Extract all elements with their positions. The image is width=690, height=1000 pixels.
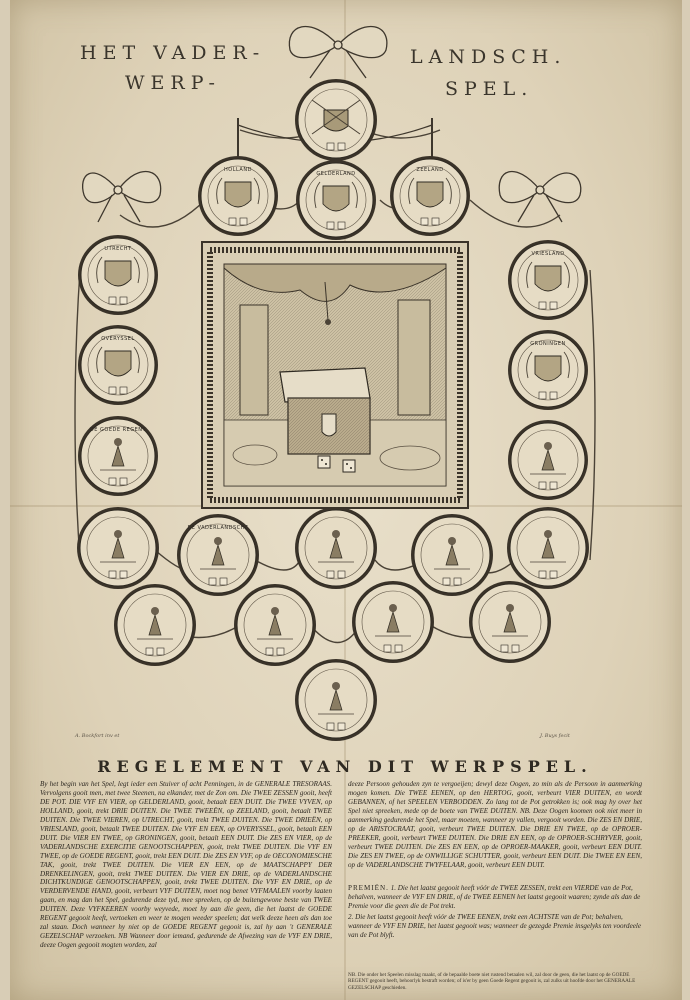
medal-top-arms: [295, 79, 377, 161]
regulation-note: NB. Die onder het Speelen misslag maakt, of de bepaalde boete niet rustend betaalen wil, zal door de geen, die het laatst op de GOEDE REGENT gegooit heeft, behoorlyk bestraft worden; of is'er by geen Goede Regent gegooit is, zal zulks uit hoofde door het GENERAALE GEZELSCHAP geschieden.: [348, 972, 636, 991]
medal-vaderlandsche-exercitie-2: [507, 507, 589, 589]
medal-zeeland: [390, 156, 470, 236]
medal-label-vriesland: VRIESLAND: [531, 251, 565, 257]
medal-militie: [77, 507, 159, 589]
medal-label-utrecht: UTRECHT: [104, 246, 132, 252]
medal-tweede-row-2: [177, 514, 259, 596]
credit-left: A. Bockfort inv et: [75, 733, 120, 739]
premie-1: 1. Die het laatst gegooit heeft vóór de TWEE ZESSEN, trekt een VIERDE van de Pot, behalven, wanneer de VYF EN DRIE, of de TWEE EENEN het laatst gegooit waaren; zynde als dan de Premie voor die geen die de Pot trekt.: [348, 884, 641, 910]
medal-vaderlandsche-exercitie: [508, 420, 588, 500]
medal-label-holland: HOLLAND: [224, 167, 252, 173]
medal-label-goede-regent: DE GOEDE REGENT: [89, 427, 147, 433]
premie-lead: PREMIËN.: [348, 884, 389, 892]
ribbon-bow-top: [289, 26, 387, 78]
medal-utrecht: [78, 235, 158, 315]
medal-gelderland: [296, 160, 376, 240]
medal-groningen: [508, 330, 588, 410]
medal-tweede-row-3: [295, 507, 377, 589]
premie-section: [348, 884, 642, 940]
title-line2-right: SPEL.: [445, 78, 534, 100]
medal-label-tweede-row-2: DE VADERLANDSCHE: [187, 525, 249, 531]
medal-label-groningen: GRONINGEN: [530, 341, 566, 347]
medal-vriesland: [508, 240, 588, 320]
medal-tweede-row-4: [411, 514, 493, 596]
medal-label-gelderland: GELDERLAND: [316, 171, 356, 177]
ribbon-bow-right: [499, 171, 581, 222]
central-picture: [202, 242, 468, 508]
medal-bottom-row-2: [234, 584, 316, 666]
title-line2-left: WERP-: [125, 72, 221, 94]
medal-bottom-row-1: [114, 584, 196, 666]
regulation-column-right: deeze Persoon gehouden zyn te vergoeijen; dewyl deze Oogen, zo min als de Persoon in aanmerking mogen komen. Die TWEE EENEN, op den HERTOG, gooit, verbeurt VIER DUITEN, en wordt GEBANNEN, of het SPEELEN VERBODDEN. Zo lang tot de Pot getrokken is; ook mag hy over het Spel niet spreeken, mede op de boete van TWEE DUITEN. NB. Deze Oogen koomen ook niet meer in aanmerking gedurende het Spel, maar moeten, wanneer zy vallen, vergooit worden. Die ZES EN DRIE, op de ARISTOCRAAT, gooit, verbeurt TWEE DUITEN. Die DRIE EN TWEE, op de OPROER-PREEKER, gooit, verbeurt TWEE DUITEN. Die DRIE EN EEN, op de OPROER-SCHRYVER, gooit, verbeurt TWEE DUITEN. Die ZES EN EEN, op de OPROER-MAAKER, gooit, verbeurt EEN DUIT. Die ZES EN TWEE, op de ONWILLIGE SCHUTTER, gooit, verbeurt EEN DUIT. Die TWEE EN EEN, op de VADERLANDSCHE TWYFELAAR, gooit, verbeurt EEN DUIT.: [348, 780, 642, 869]
medal-overyssel: [78, 325, 158, 405]
premie-2: 2. Die het laatst gegooit heeft vóór de TWEE EENEN, trekt een ACHTSTE van de Pot; behalven, wanneer de VYF EN DRIE, het laatst gegooit was; wanneer de gezegde Premie insgelyks ten voordeele van de Pot blyft.: [348, 912, 642, 939]
medal-bottom-row-4: [469, 581, 551, 663]
regulation-column-left: By het begin van het Spel, legt ieder een Stuiver of acht Penningen, in de GENERALE TRESORAAS. Vervolgens gooit men, met twee Steenen, na elkander, met de Zon om. Die TWEE ZESSEN gooit, heeft DE POT. DIE VYF EN VIER, op GELDERLAND, gooit, betaalt EEN DUIT. Die TWEE VYVEN, op HOLLAND, gooit, trekt DRIE DUITEN. Die TWEE TWEEËN, op ZEELAND, gooit, betaalt TWEE DUITEN. Die TWEE VIEREN, op UTRECHT, gooit, trekt TWEE DUITEN. Die TWEE DRIEËN, op VRIESLAND, gooit, betaalt TWEE DUITEN. Die VYF EN EEN, op OVERYSSEL, gooit, betaalt EEN DUIT. Die VIER EN TWEE, op GRONINGEN, gooit, betaalt EEN DUIT. Die ZES EN VIER, op de VADERLANDSCHE EXERCITIE GENOOTSCHAPPEN, gooit, trekt TWEE DUITEN. Die VYF EN TWEE, op de GOEDE REGENT, gooit, trekt EEN DUIT. Die ZES EN VYF, op de OECONOMIESCHE TAK, gooit, trekt TWEE DUITEN. Die VIER EN EEN, op de MAATSCHAPPY DER DRENKELINGEN, gooit, trekt TWEE DUITEN. Die VIER EN DRIE, op de VADERLANDSCHE DICHTKUNDIGE GENOOTSCHAPPEN, gooit, trekt TWEE DUITEN. Die VYF EN DRIE, op de VERDERVENDE HAND, gooit, verbeurt VYF DUITEN, moet nog benet VYFMAALEN voorby laaten gaan, en mag dan het Spel, gedurende deze tyd, mee spreeken, op de buitengewone beste van TWEE DUITEN. Deze VYFKEEREN voorby weyvede, moet hy aan die geen, die het laatst de GOEDE REGENT gegooit heeft, vertoeken en weer te mogen weeder speelen; dat welk deeze heen als dan toe zal staan. Doch wanneer hy niet op de GOEDE REGENT gegooit is, zal hy aan 't GENERALE GEZELSCHAP verzoeken. NB Wanneer door iemand, gedurende de Afwezing van de VYF EN DRIE, deeze Oogen gegooit mogten worden, zal: [40, 780, 332, 950]
credit-right: J. Buys fecit: [540, 733, 570, 739]
title-line1-left: HET VADER-: [80, 42, 266, 64]
medal-goede-regent: [78, 416, 158, 496]
medal-label-zeeland: ZEELAND: [416, 167, 444, 173]
ribbon-bow-left: [83, 171, 161, 222]
medal-bottom-row-3: [352, 581, 434, 663]
medal-holland: [198, 156, 278, 236]
medal-bottom-center: [295, 659, 377, 741]
title-line1-right: LANDSCH.: [410, 46, 567, 68]
medal-label-overyssel: OVERYSSEL: [101, 336, 135, 342]
regulation-title: REGELEMENT VAN DIT WERPSPEL.: [97, 757, 593, 776]
